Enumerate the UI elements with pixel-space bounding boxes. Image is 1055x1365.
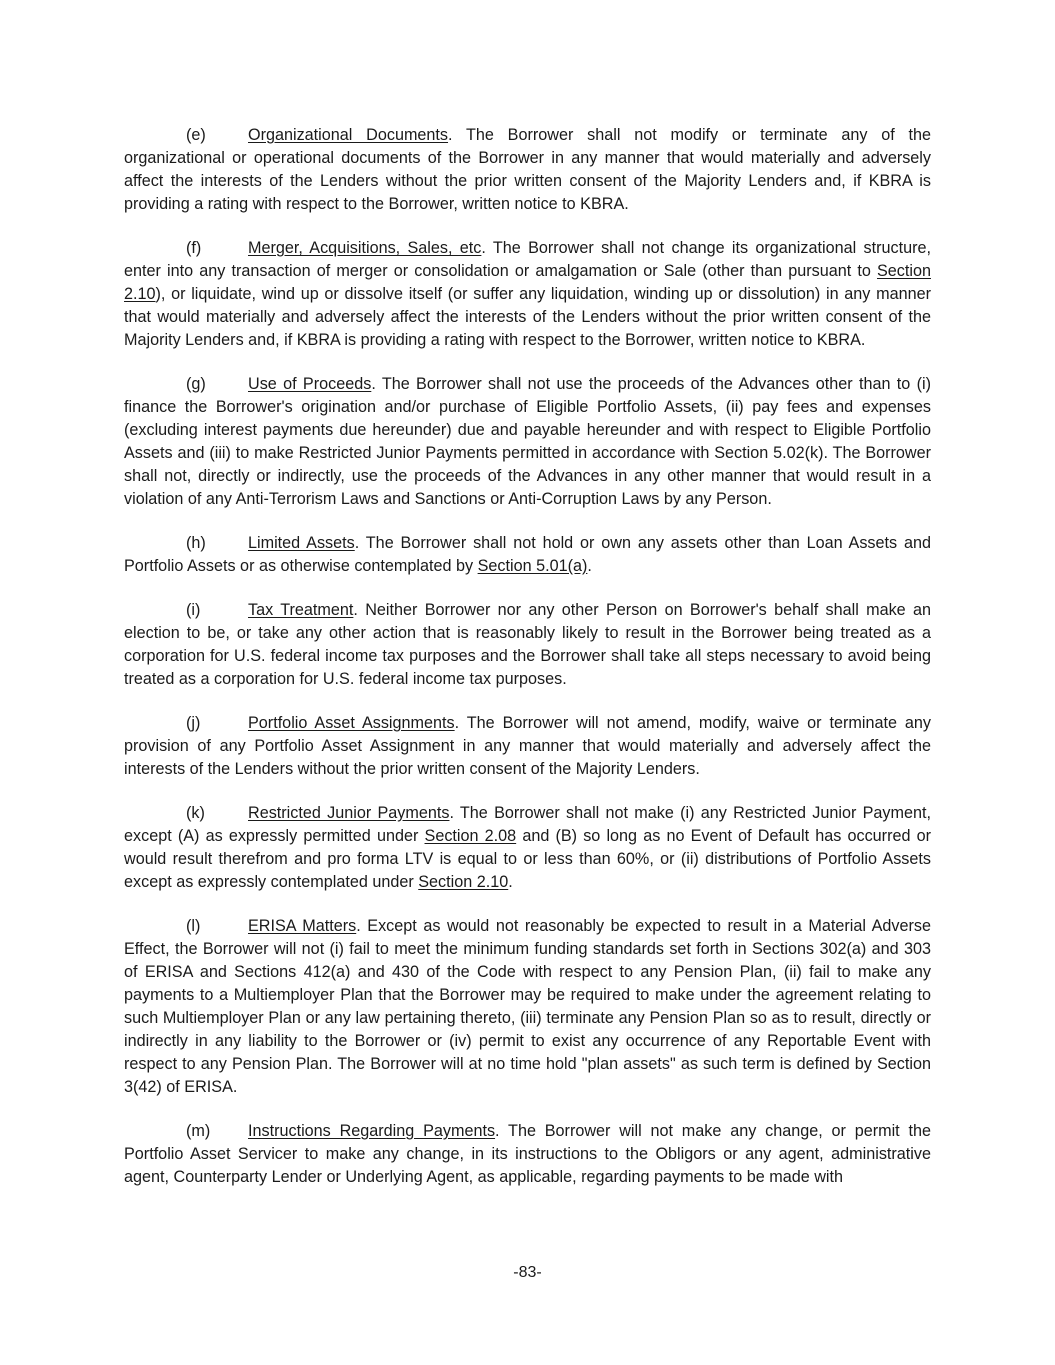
section-text: . <box>587 557 592 575</box>
section-text: and (B) so long as no Event of Default has occurred or would result therefrom and pro forma LTV is equal to or less than 60%, or (ii) distributions of Portfolio Assets except as expressly contemplated under <box>124 827 932 891</box>
section-heading: Organizational Documents <box>248 126 449 144</box>
document-body <box>124 124 931 1210</box>
page-number: -83- <box>513 1264 542 1281</box>
section-heading: Portfolio Asset Assignments <box>248 714 455 732</box>
section-text: . The Borrower shall not use the proceeds of the Advances other than to (i) finance the Borrower's origination and/or purchase of Eligible Portfolio Assets, (ii) pay fees and expenses (excluding interest payments due hereunder) due and payable hereunder and with respect to Eligible Portfolio Assets and (iii) to make Restricted Junior Payments permitted in accordance with Section 5.02(k). The Borrower shall not, directly or indirectly, use the proceeds of the Advances in any other manner that would result in a violation of any Anti-Terrorism Laws and Sanctions or Anti-Corruption Laws by any Person. <box>124 375 931 508</box>
section-h-paragraph <box>124 532 931 578</box>
section-marker: (m) <box>186 1122 211 1140</box>
cross-reference: Section 2.10 <box>418 873 509 891</box>
section-marker: (h) <box>186 534 206 552</box>
section-heading: Restricted Junior Payments <box>248 804 450 822</box>
section-l-paragraph <box>124 915 931 1099</box>
section-e-paragraph <box>124 124 931 216</box>
section-marker: (g) <box>186 375 206 393</box>
section-marker: (j) <box>186 714 201 732</box>
section-text: . The Borrower will not amend, modify, waive or terminate any provision of any Portfolio Asset Assignment in any manner that would materially and adversely affect the interests of the Lenders without the prior written consent of the Majority Lenders. <box>124 714 931 778</box>
section-heading: Merger, Acquisitions, Sales, etc <box>248 239 482 257</box>
section-text: . The Borrower shall not hold or own any assets other than Loan Assets and Portfolio Assets or as otherwise contemplated by <box>124 534 931 575</box>
section-i-paragraph <box>124 599 931 691</box>
cross-reference: Section 2.08 <box>424 827 517 845</box>
section-marker: (i) <box>186 601 201 619</box>
section-marker: (l) <box>186 917 201 935</box>
section-text: . The Borrower shall not modify or terminate any of the organizational or operational documents of the Borrower in any manner that would materially and adversely affect the interests of the Lenders without the prior written consent of the Majority Lenders and, if KBRA is providing a rating with respect to the Borrower, written notice to KBRA. <box>124 126 931 213</box>
section-text: ), or liquidate, wind up or dissolve itself (or suffer any liquidation, winding up or dissolution) in any manner that would materially and adversely affect the interests of the Lenders without the prior written consent of the Majority Lenders and, if KBRA is providing a rating with respect to the Borrower, written notice to KBRA. <box>124 285 931 349</box>
section-marker: (f) <box>186 239 202 257</box>
cross-reference: Section 5.01(a) <box>477 557 588 575</box>
section-text: . The Borrower shall not make (i) any Restricted Junior Payment, except (A) as expressly permitted under <box>124 804 931 845</box>
section-m-paragraph <box>124 1120 931 1189</box>
section-heading: Instructions Regarding Payments <box>248 1122 496 1140</box>
cross-reference: Section 2.10 <box>124 262 931 303</box>
section-heading: ERISA Matters <box>248 917 357 935</box>
section-heading: Use of Proceeds <box>248 375 372 393</box>
section-heading: Tax Treatment <box>248 601 354 619</box>
section-heading: Limited Assets <box>248 534 355 552</box>
section-k-paragraph <box>124 802 931 894</box>
section-marker: (k) <box>186 804 205 822</box>
section-text: . The Borrower will not make any change, or permit the Portfolio Asset Servicer to make any change, in its instructions to the Obligors or any agent, administrative agent, Counterparty Lender or Underlying Agent, as applicable, regarding payments to be made with <box>124 1122 931 1186</box>
section-text: . The Borrower shall not change its organizational structure, enter into any transaction of merger or consolidation or amalgamation or Sale (other than pursuant to <box>124 239 931 280</box>
section-text: . <box>508 873 513 891</box>
section-f-paragraph <box>124 237 931 352</box>
section-text: . Except as would not reasonably be expected to result in a Material Adverse Effect, the Borrower will not (i) fail to meet the minimum funding standards set forth in Sections 302(a) and 303 of ERISA and Sections 412(a) and 430 of the Code with respect to any Pension Plan, (ii) fail to make any payments to a Multiemployer Plan that the Borrower may be required to make under the agreement relating to such Multiemployer Plan or any law pertaining thereto, (iii) terminate any Pension Plan so as to result, directly or indirectly in any liability to the Borrower or (iv) permit to exist any occurrence of any Reportable Event with respect to any Pension Plan. The Borrower will at no time hold "plan assets" as such term is defined by Section 3(42) of ERISA. <box>124 917 931 1096</box>
section-g-paragraph <box>124 373 931 511</box>
section-marker: (e) <box>186 126 206 144</box>
section-j-paragraph <box>124 712 931 781</box>
section-text: . Neither Borrower nor any other Person on Borrower's behalf shall make an election to be, or take any other action that is reasonably likely to result in the Borrower being treated as a corporation for U.S. federal income tax purposes and the Borrower shall take all steps necessary to avoid being treated as a corporation for U.S. federal income tax purposes. <box>124 601 932 688</box>
